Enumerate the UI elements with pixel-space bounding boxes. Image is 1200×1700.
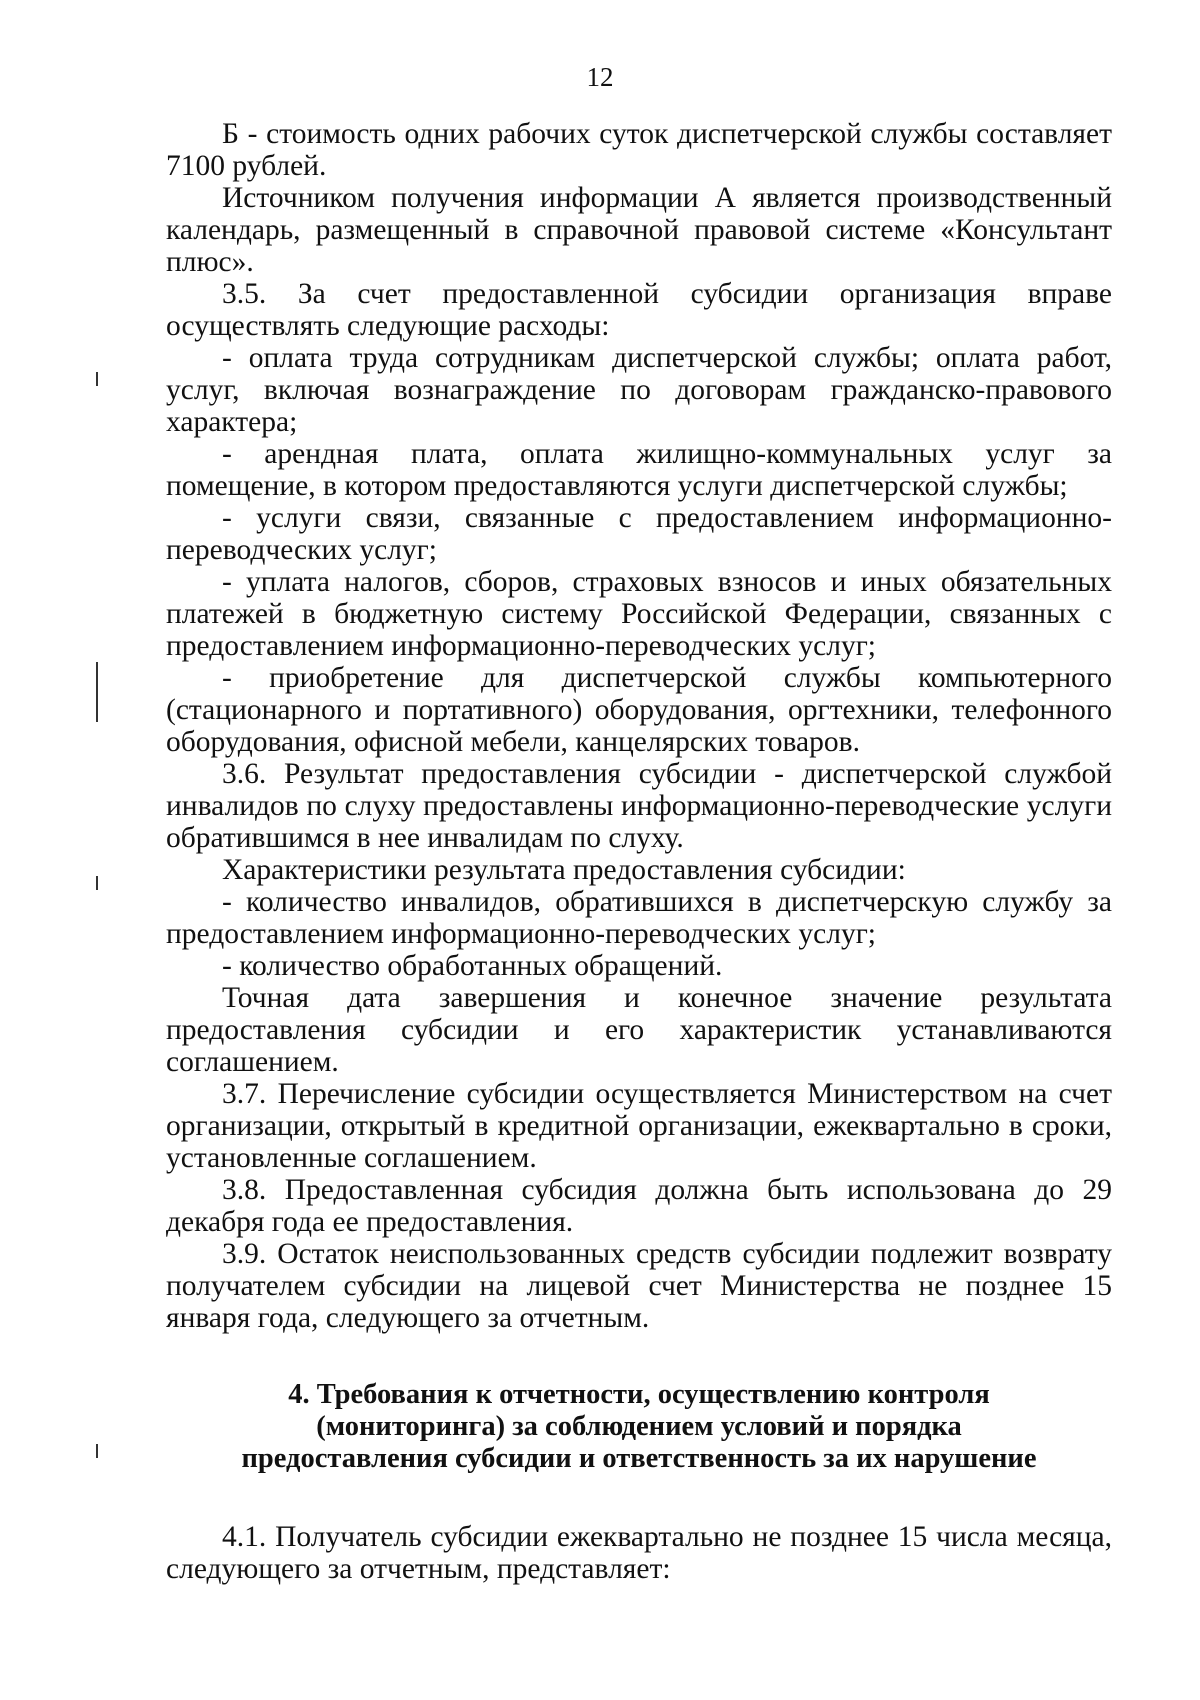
list-item: - арендная плата, оплата жилищно-коммунальных услуг за помещение, в котором предоставляются услуги диспетчерской службы; [166, 438, 1112, 502]
section-heading [166, 1379, 1112, 1475]
list-item: - оплата труда сотрудникам диспетчерской службы; оплата работ, услуг, включая вознаграждение по договорам гражданско-правового характера; [166, 342, 1112, 438]
document-body [166, 118, 1112, 1585]
list-item: - уплата налогов, сборов, страховых взносов и иных обязательных платежей в бюджетную систему Российской Федерации, связанных с предоставлением информационно-переводческих услуг; [166, 566, 1112, 662]
scan-margin-mark [96, 876, 98, 890]
scan-margin-mark [96, 1444, 98, 1458]
section-heading-line: предоставления субсидии и ответственность за их нарушение [241, 1443, 1037, 1474]
list-item: - количество обработанных обращений. [222, 950, 723, 982]
page-number: 12 [586, 62, 614, 92]
list-item: - услуги связи, связанные с предоставлением информационно-переводческих услуг; [166, 502, 1112, 566]
paragraph: 3.6. Результат предоставления субсидии - диспетчерской службой инвалидов по слуху предоставлены информационно-переводческие услуги обратившимся в нее инвалидам по слуху. [166, 758, 1112, 854]
list-item: - приобретение для диспетчерской службы компьютерного (стационарного и портативного) оборудования, оргтехники, телефонного оборудования, офисной мебели, канцелярских товаров. [166, 662, 1112, 758]
scan-margin-mark [96, 372, 98, 386]
paragraph: 4.1. Получатель субсидии ежеквартально не позднее 15 числа месяца, следующего за отчетным, представляет: [166, 1521, 1112, 1585]
section-heading-line: (мониторинга) за соблюдением условий и порядка [316, 1411, 962, 1442]
paragraph: Б - стоимость одних рабочих суток диспетчерской службы составляет 7100 рублей. [166, 118, 1112, 182]
paragraph: Характеристики результата предоставления субсидии: [222, 854, 906, 886]
section-heading-line: 4. Требования к отчетности, осуществлению контроля [288, 1379, 990, 1410]
paragraph: Точная дата завершения и конечное значение результата предоставления субсидии и его характеристик устанавливаются соглашением. [166, 982, 1112, 1078]
paragraph: 3.7. Перечисление субсидии осуществляется Министерством на счет организации, открытый в кредитной организации, ежеквартально в сроки, установленные соглашением. [166, 1078, 1112, 1174]
paragraph: 3.8. Предоставленная субсидия должна быть использована до 29 декабря года ее предоставления. [166, 1174, 1112, 1238]
paragraph: 3.9. Остаток неиспользованных средств субсидии подлежит возврату получателем субсидии на лицевой счет Министерства не позднее 15 января года, следующего за отчетным. [166, 1238, 1112, 1334]
paragraph: 3.5. За счет предоставленной субсидии организация вправе осуществлять следующие расходы: [166, 278, 1112, 342]
paragraph: Источником получения информации А является производственный календарь, размещенный в справочной правовой системе «Консультант плюс». [166, 182, 1112, 278]
scan-margin-mark [96, 662, 98, 722]
list-item: - количество инвалидов, обратившихся в диспетчерскую службу за предоставлением информационно-переводческих услуг; [166, 886, 1112, 950]
